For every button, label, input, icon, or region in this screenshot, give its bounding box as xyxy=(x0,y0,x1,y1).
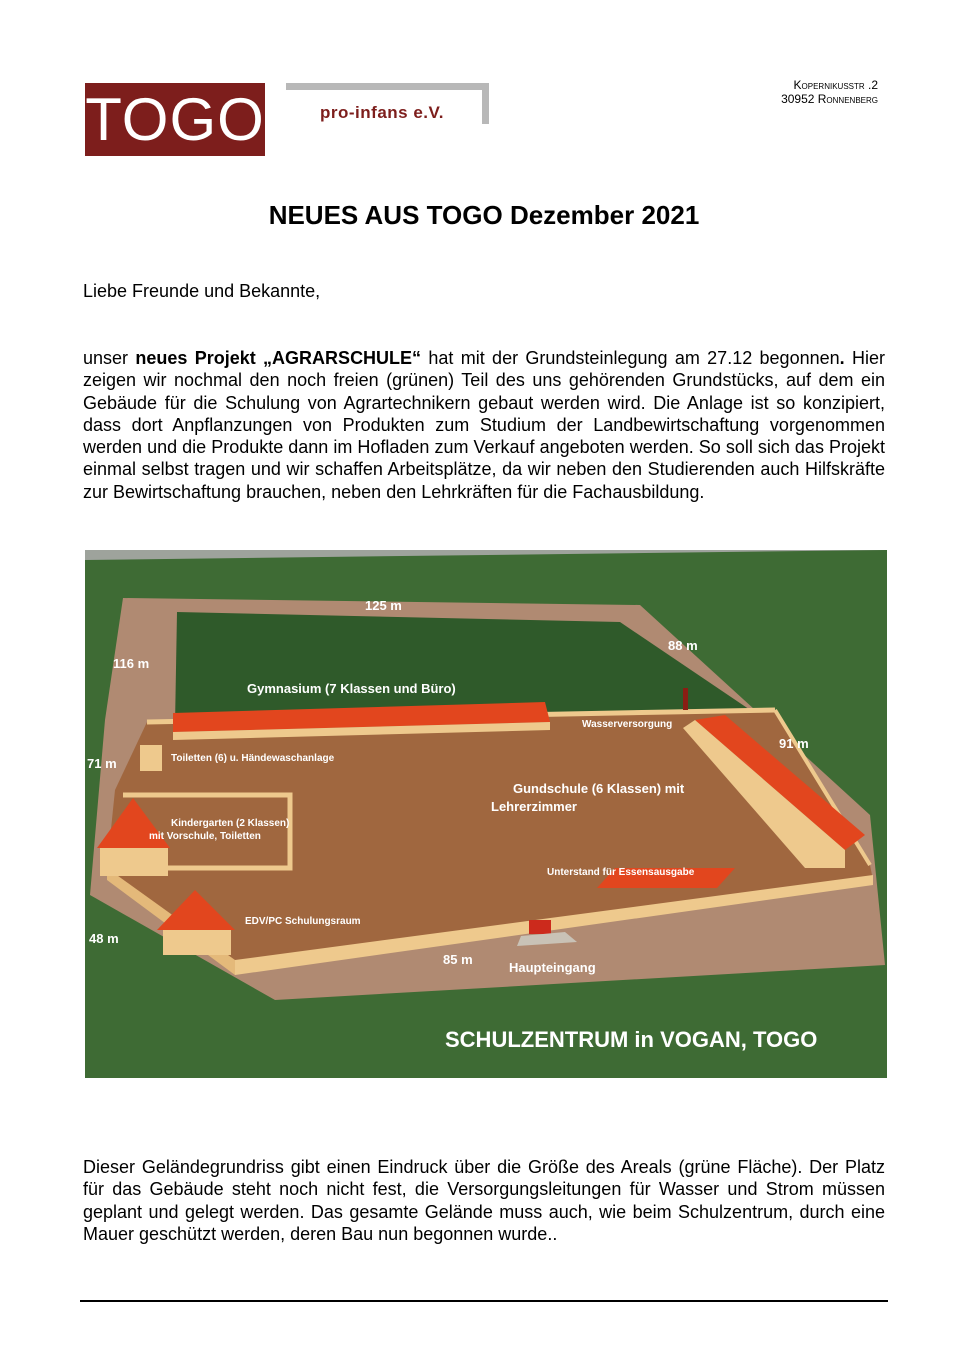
page-title: NEUES AUS TOGO Dezember 2021 xyxy=(268,200,700,230)
label-grundschule: Gundschule (6 Klassen) mit xyxy=(513,781,685,796)
label-kindergarten-1: Kindergarten (2 Klassen) xyxy=(171,818,290,829)
dimension-right: 91 m xyxy=(779,736,809,751)
kindergarten-house xyxy=(100,848,168,876)
p1-project-name: neues Projekt „AGRARSCHULE“ xyxy=(135,348,422,368)
label-unterstand: Unterstand für Essensausgabe xyxy=(547,867,695,878)
toiletten-house xyxy=(140,745,162,771)
dimension-left-lower: 48 m xyxy=(89,931,119,946)
footer-divider xyxy=(80,1300,888,1302)
p1-bold-period: . xyxy=(839,348,845,368)
logo-subtitle: pro-infans e.V. xyxy=(320,103,445,122)
site-plan-illustration xyxy=(85,550,887,1078)
dimension-right-upper: 88 m xyxy=(668,638,698,653)
salutation: Liebe Freunde und Bekannte, xyxy=(83,281,321,301)
address-city: 30952 Ronnenberg xyxy=(781,92,878,106)
label-kindergarten-2: mit Vorschule, Toiletten xyxy=(149,831,261,842)
label-gymnasium: Gymnasium (7 Klassen und Büro) xyxy=(247,681,456,696)
dimension-left-mid: 71 m xyxy=(87,756,117,771)
dimension-left-upper: 116 m xyxy=(113,656,150,671)
p1-intro: unser xyxy=(83,348,136,368)
dimension-top: 125 m xyxy=(365,598,402,613)
togo-logo: TOGO xyxy=(85,83,265,156)
label-toiletten: Toiletten (6) u. Händewaschanlage xyxy=(171,753,335,764)
label-wasserversorgung: Wasserversorgung xyxy=(582,719,673,730)
main-gate xyxy=(529,920,551,934)
figure-caption: SCHULZENTRUM in VOGAN, TOGO xyxy=(445,1027,818,1052)
dimension-bottom: 85 m xyxy=(443,952,473,967)
label-lehrerzimmer: Lehrerzimmer xyxy=(491,799,577,814)
label-edv: EDV/PC Schulungsraum xyxy=(245,916,361,927)
edv-house xyxy=(163,930,231,955)
site-plan-image xyxy=(85,550,887,1078)
p1-rest: Hier zeigen wir nochmal den noch freien (grünen) Teil des uns gehörenden Grundstücks, auf dem ein Gebäude für die Schulung von Agrartechnikern gebaut werden wird. Die Anlage ist so konzipiert, dass dort Anpflanzungen von Produkten zum Studium der Landbewirtschaftung vorgenommen werden und die Produkte dann im Hofladen zum Verkauf angeboten werden. So soll sich das Projekt einmal selbst tragen und wir schaffen Arbeitsplätze, da wir neben den Studierenden auch Hilfskräfte zur Bewirtschaftung brauchen, neben den Lehrkräften für die Fachausbildung. xyxy=(83,348,885,502)
label-haupteingang: Haupteingang xyxy=(509,960,596,975)
closing-paragraph: Dieser Geländegrundriss gibt einen Eindruck über die Größe des Areals (grüne Fläche). Der Platz für das Gebäude steht noch nicht fest, die Versorgungsleitungen für Wasser und Strom müssen geplant und gelegt werden. Das gesamte Gelände muss auch, wie beim Schulzentrum, durch eine Mauer geschützt werden, deren Bau nun begonnen wurde.. xyxy=(83,1157,885,1244)
water-tower xyxy=(683,688,688,710)
intro-paragraph xyxy=(83,347,885,503)
address-street: Kopernikusstr .2 xyxy=(793,78,878,92)
p1-middle: hat mit der Grundsteinlegung am 27.12 begonnen xyxy=(421,348,840,368)
sender-address xyxy=(700,78,878,106)
